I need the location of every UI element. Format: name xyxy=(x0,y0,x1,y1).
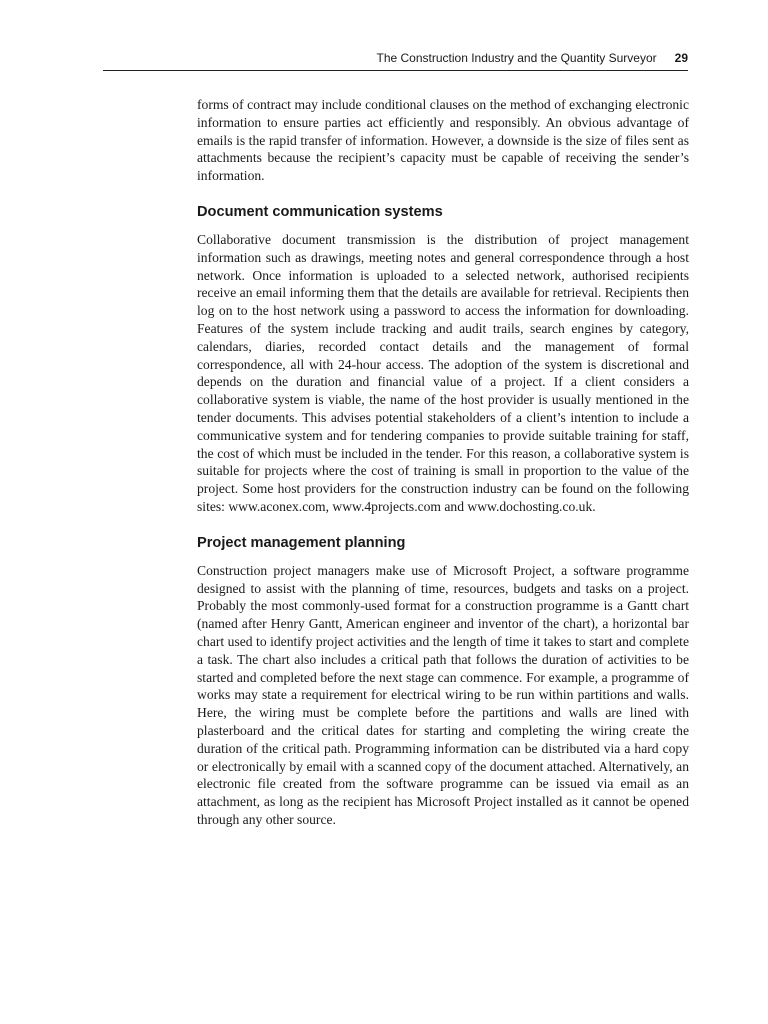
section-paragraph-document-communication: Collaborative document transmission is the distribution of project management information such as drawings, meeting notes and general correspondence through a host network. Once information is uploaded to a selected network, authorised recipients receive an email informing them that the details are available for retrieval. Recipients then log on to the host network using a password to access the information for downloading. Features of the system include tracking and audit trails, search engines by category, calendars, diaries, recorded contact details and the management of formal correspondence, all with 24-hour access. The adoption of the system is discretional and depends on the duration and financial value of a project. If a client considers a collaborative system is viable, the name of the host provider is usually mentioned in the tender documents. This advises potential stakeholders of a client’s intention to include a communicative system and for tendering companies to provide suitable training for staff, the cost of which must be included in the tender. For this reason, a collaborative system is suitable for projects where the cost of training is small in proportion to the value of the project. Some host providers for the construction industry can be found on the following sites: www.aconex.com, www.4projects.com and www.dochosting.co.uk. xyxy=(197,231,689,514)
section-heading-project-management-planning: Project management planning xyxy=(197,534,406,551)
section-heading-document-communication: Document communication systems xyxy=(197,203,443,220)
section-paragraph-project-management-planning: Construction project managers make use of Microsoft Project, a software programme designed to assist with the planning of time, resources, budgets and tasks on a project. Probably the most commonly-used format for a construction programme is a Gantt chart (named after Henry Gantt, American engineer and inventor of the chart), a horizontal bar chart used to identify project activities and the length of time it takes to start and complete a task. The chart also includes a critical path that follows the duration of activities to be started and completed before the next stage can commence. For example, a programme of works may state a requirement for electrical wiring to be run within partitions and walls. Here, the wiring must be complete before the partitions and walls are lined with plasterboard and the critical dates for starting and completing the wiring create the duration of the critical path. Programming information can be distributed via a hard copy or electronically by email with a scanned copy of the document attached. Alternatively, an electronic file created from the software programme can be issued via email as an attachment, as long as the recipient has Microsoft Project installed as it cannot be opened through any other source. xyxy=(197,562,689,827)
page-number: 29 xyxy=(674,51,688,65)
page-body xyxy=(197,96,689,829)
intro-paragraph: forms of contract may include conditional clauses on the method of exchanging electronic information to ensure parties act efficiently and responsibly. An obvious advantage of emails is the rapid transfer of information. However, a downside is the size of files sent as attachments because the recipient’s capacity must be capable of receiving the sender’s information. xyxy=(197,97,689,184)
running-title: The Construction Industry and the Quantity Surveyor xyxy=(376,51,657,65)
running-header xyxy=(103,49,688,71)
